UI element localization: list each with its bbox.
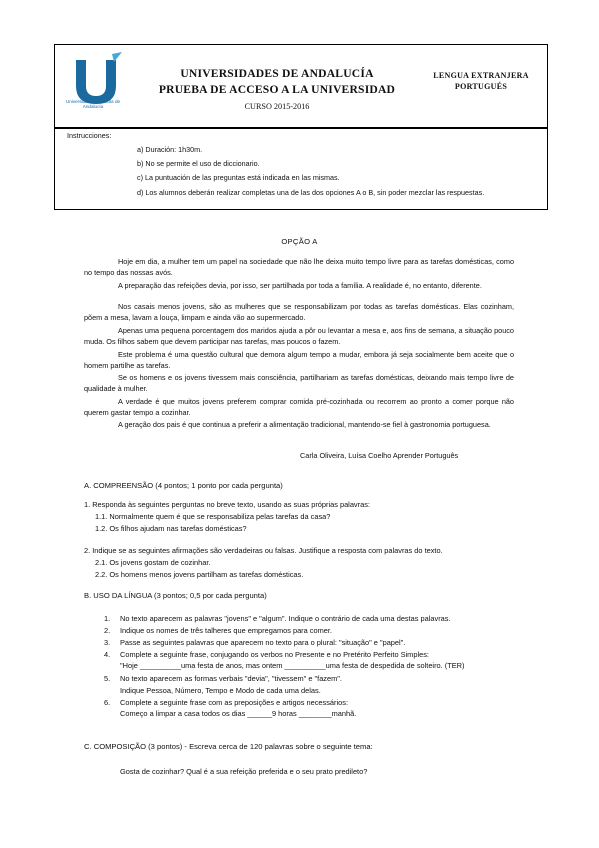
- page-title: [152, 66, 402, 98]
- question-2-1: 2.1. Os jovens gostam de cozinhar.: [95, 558, 211, 567]
- question-1: 1. Responda às seguintes perguntas no breve texto, usando as suas próprias palavras:: [84, 500, 370, 509]
- exercise-item: 1. No texto aparecem as palavras "jovens" e "algum". Indique o contrário de cada uma destas palavras.: [104, 614, 451, 623]
- instructions-box: [54, 128, 548, 210]
- instructions-label: Instrucciones:: [67, 131, 112, 140]
- instruction-item: b) No se permite el uso de diccionario.: [137, 159, 260, 168]
- instruction-item: c) La puntuación de las preguntas está indicada en las mismas.: [137, 173, 340, 182]
- exercise-item: 2. Indique os nomes de três talheres que empregamos para comer.: [104, 626, 332, 635]
- subject-label: [424, 71, 538, 93]
- exercise-item: 5. No texto aparecem as formas verbais "devia", "tivessem" e "fazem".: [104, 674, 342, 683]
- instruction-item: d) Los alumnos deberán realizar completas una de las dos opciones A o B, sin poder mezclar las respuestas.: [137, 188, 485, 197]
- text-paragraph: A verdade é que muitos jovens preferem comprar comida pré-cozinhada ou recorrem ao pronto a comer porque não querem gastar tempo a cozinhar.: [84, 397, 514, 417]
- instruction-item: a) Duración: 1h30m.: [137, 145, 203, 154]
- question-1-1: 1.1. Normalmente quem é que se responsabiliza pelas tarefas da casa?: [95, 512, 331, 521]
- subject-line-1: LENGUA EXTRANJERA: [433, 71, 529, 80]
- question-2: 2. Indique se as seguintes afirmações são verdadeiras ou falsas. Justifique a resposta com palavras do texto.: [84, 546, 443, 555]
- exercise-item-cont: "Hoje __________uma festa de anos, mas ontem __________uma festa de despedida de solteiro. (TER): [120, 661, 465, 670]
- question-1-2: 1.2. Os filhos ajudam nas tarefas domésticas?: [95, 524, 247, 533]
- section-a-title: A. COMPREENSÃO (4 pontos; 1 ponto por cada pergunta): [84, 481, 283, 490]
- exercise-item-cont: Indique Pessoa, Número, Tempo e Modo de cada uma delas.: [120, 686, 321, 695]
- question-2-2: 2.2. Os homens menos jovens partilham as tarefas domésticas.: [95, 570, 304, 579]
- title-line-2: PRUEBA DE ACCESO A LA UNIVERSIDAD: [158, 82, 396, 96]
- logo-caption: Universidades Públicas de Andalucía: [65, 99, 121, 110]
- exercise-item: 3. Passe as seguintes palavras que aparecem no texto para o plural: "situação" e "papel".: [104, 638, 406, 647]
- exercise-item: 4. Complete a seguinte frase, conjugando os verbos no Presente e no Pretérito Perfeito Simples:: [104, 650, 429, 659]
- exercise-item-cont: Começo a limpar a casa todos os dias ______9 horas ________manhã.: [120, 709, 357, 718]
- text-author: Carla Oliveira, Luísa Coelho Aprender Português: [300, 451, 459, 460]
- title-line-1: UNIVERSIDADES DE ANDALUCÍA: [180, 67, 374, 80]
- exercise-item: 6. Complete a seguinte frase com as preposições e artigos necessários:: [104, 698, 348, 707]
- text-paragraph: Este problema é uma questão cultural que demora algum tempo a mudar, embora já seja socialmente bem aceite que o homem partilhe as tarefas.: [84, 350, 514, 370]
- option-title: OPÇÃO A: [281, 237, 318, 246]
- text-paragraph: Nos casais menos jovens, são as mulheres que se responsabilizam por todas as tarefas domésticas. Elas cozinham, põem a mesa, lavam a louça, limpam e ainda vão ao supermercado.: [84, 302, 514, 322]
- text-paragraph: A preparação das refeições devia, por isso, ser partilhada por toda a família. A realidade é, no entanto, diferente.: [118, 281, 482, 290]
- subject-line-2: PORTUGUÉS: [454, 81, 508, 91]
- course-year: CURSO 2015-2016: [244, 102, 310, 111]
- text-paragraph: A geração dos pais é que continua a preferir a alimentação tradicional, mantendo-se fiel à gastronomia portuguesa.: [118, 420, 491, 429]
- section-c-title: C. COMPOSIÇÃO (3 pontos) - Escreva cerca de 120 palavras sobre o seguinte tema:: [84, 742, 373, 751]
- section-b-title: B. USO DA LÍNGUA (3 pontos; 0,5 por cada pergunta): [84, 591, 267, 600]
- text-paragraph: Se os homens e os jovens tivessem mais consciência, partilhariam as tarefas domésticas, deixando mais tempo livre de qualidade à mulher.: [84, 373, 514, 393]
- text-paragraph: Hoje em dia, a mulher tem um papel na sociedade que não lhe deixa muito tempo livre para as tarefas domésticas, como no tempo das nossas avós.: [84, 257, 514, 277]
- text-paragraph: Apenas uma pequena porcentagem dos maridos ajuda a pôr ou levantar a mesa e, aos fins de semana, a situação pouco muda. Os filhos sabem que devem participar nas tarefas, mas poucos o fazem.: [84, 326, 514, 346]
- composition-prompt: Gosta de cozinhar? Qual é a sua refeição preferida e o seu prato predileto?: [120, 767, 368, 776]
